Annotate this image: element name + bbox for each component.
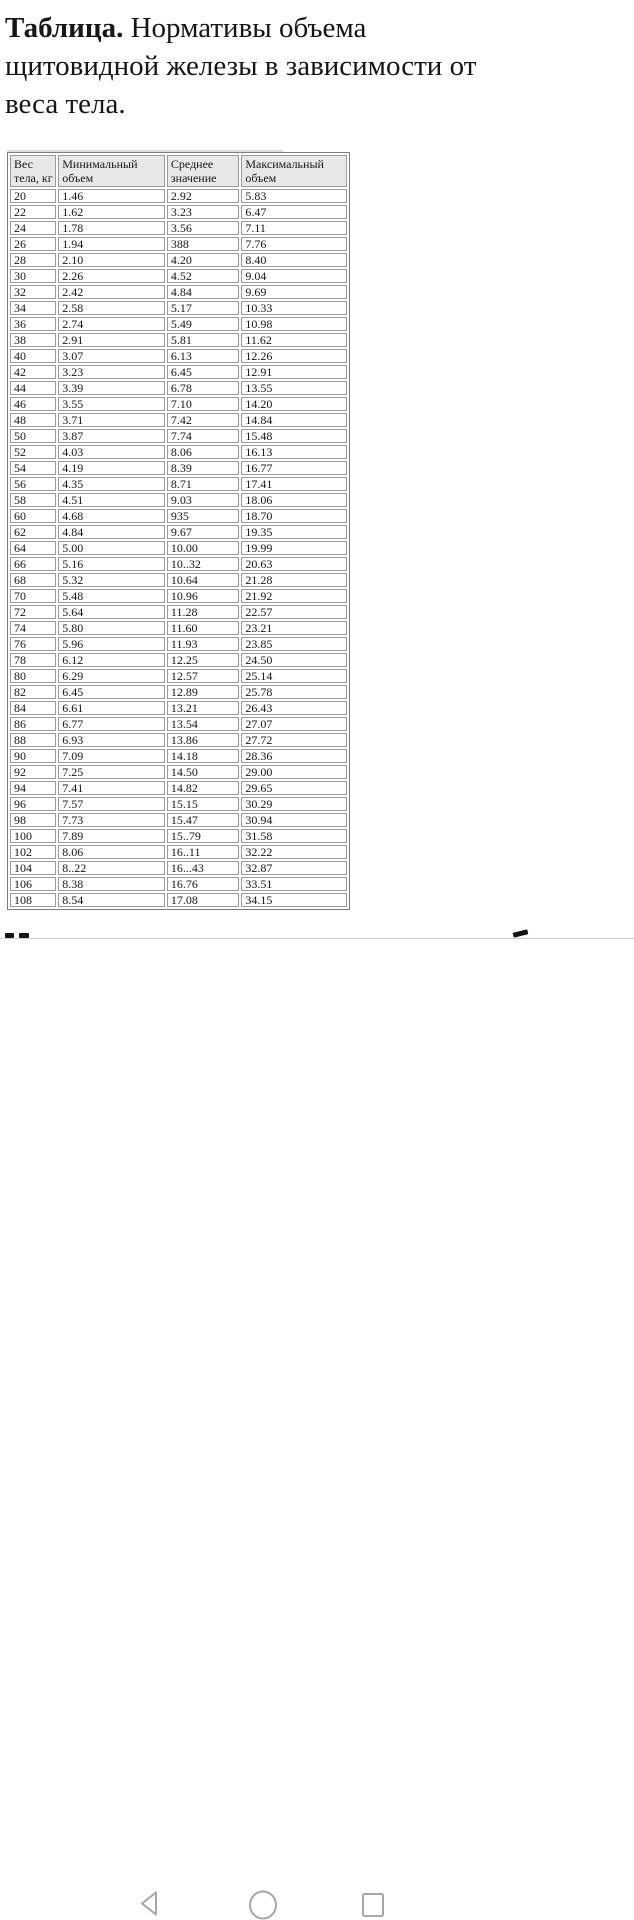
table-cell: 14.20 (241, 397, 347, 411)
table-body (10, 189, 347, 907)
table-row (10, 557, 347, 571)
table-cell: 2.92 (167, 189, 239, 203)
table-row (10, 669, 347, 683)
table-cell: 30 (10, 269, 56, 283)
title-line-1 (5, 9, 628, 47)
table-row (10, 365, 347, 379)
table-cell: 33.51 (241, 877, 347, 891)
table-cell: 76 (10, 637, 56, 651)
table-row (10, 637, 347, 651)
table-cell: 104 (10, 861, 56, 875)
table-cell: 30.29 (241, 797, 347, 811)
table-cell: 52 (10, 445, 56, 459)
table-cell: 16..11 (167, 845, 239, 859)
table-cell: 40 (10, 349, 56, 363)
table-cell: 25.14 (241, 669, 347, 683)
table-cell: 7.76 (241, 237, 347, 251)
table-cell: 21.92 (241, 589, 347, 603)
title-line-3: веса тела. (5, 88, 126, 120)
column-header-avg-value: Среднее значение (167, 155, 239, 187)
column-header-min-volume: Минимальный объем (58, 155, 165, 187)
table-cell: 6.78 (167, 381, 239, 395)
table-cell: 19.35 (241, 525, 347, 539)
table-cell: 3.56 (167, 221, 239, 235)
table-cell: 7.11 (241, 221, 347, 235)
table-cell: 7.73 (58, 813, 165, 827)
table-row (10, 445, 347, 459)
table-row (10, 413, 347, 427)
table-cell: 106 (10, 877, 56, 891)
table-cell: 16.77 (241, 461, 347, 475)
table-cell: 5.83 (241, 189, 347, 203)
table-cell: 4.03 (58, 445, 165, 459)
table-cell: 2.91 (58, 333, 165, 347)
table-cell: 90 (10, 749, 56, 763)
table-cell: 94 (10, 781, 56, 795)
table-cell: 24 (10, 221, 56, 235)
table-cell: 56 (10, 477, 56, 491)
table-cell: 7.41 (58, 781, 165, 795)
table-cell: 17.41 (241, 477, 347, 491)
table-cell: 10..32 (167, 557, 239, 571)
table-cell: 6.61 (58, 701, 165, 715)
table-cell: 14.50 (167, 765, 239, 779)
table-header-row (10, 155, 347, 187)
table-cell: 1.94 (58, 237, 165, 251)
table-cell: 86 (10, 717, 56, 731)
table-cell: 92 (10, 765, 56, 779)
table-cell: 14.18 (167, 749, 239, 763)
table-cell: 20.63 (241, 557, 347, 571)
table-cell: 62 (10, 525, 56, 539)
table-cell: 6.45 (58, 685, 165, 699)
table-cell: 23.85 (241, 637, 347, 651)
table-row (10, 397, 347, 411)
table-cell: 34.15 (241, 893, 347, 907)
table-cell: 10.00 (167, 541, 239, 555)
table-cell: 11.93 (167, 637, 239, 651)
table-cell: 3.23 (167, 205, 239, 219)
table-cell: 12.26 (241, 349, 347, 363)
table-cell: 8.71 (167, 477, 239, 491)
table-cell: 2.58 (58, 301, 165, 315)
cutoff-text-fragment (513, 929, 529, 937)
table-cell: 12.25 (167, 653, 239, 667)
table-cell: 9.69 (241, 285, 347, 299)
table-cell: 16.76 (167, 877, 239, 891)
table-cell: 6.12 (58, 653, 165, 667)
table-row (10, 189, 347, 203)
table-cell: 4.84 (167, 285, 239, 299)
table-row (10, 733, 347, 747)
table-cell: 74 (10, 621, 56, 635)
table-row (10, 461, 347, 475)
table-cell: 935 (167, 509, 239, 523)
table-cell: 15..79 (167, 829, 239, 843)
table-row (10, 509, 347, 523)
table-cell: 388 (167, 237, 239, 251)
table-cell: 60 (10, 509, 56, 523)
table-cell: 4.51 (58, 493, 165, 507)
table-cell: 5.80 (58, 621, 165, 635)
table-cell: 78 (10, 653, 56, 667)
table-cell: 12.91 (241, 365, 347, 379)
table-cell: 2.42 (58, 285, 165, 299)
table-cell: 11.28 (167, 605, 239, 619)
table-cell: 66 (10, 557, 56, 571)
table-cell: 46 (10, 397, 56, 411)
table-cell: 31.58 (241, 829, 347, 843)
table-cell: 8.06 (167, 445, 239, 459)
table-cell: 29.65 (241, 781, 347, 795)
table-cell: 8..22 (58, 861, 165, 875)
thyroid-volume-table (7, 152, 350, 910)
table-row (10, 653, 347, 667)
table-cell: 8.39 (167, 461, 239, 475)
table-cell: 4.52 (167, 269, 239, 283)
faint-line-artifact (7, 150, 283, 152)
table-cell: 4.20 (167, 253, 239, 267)
table-cell: 27.07 (241, 717, 347, 731)
table-row (10, 237, 347, 251)
table-cell: 3.23 (58, 365, 165, 379)
table-cell: 32.87 (241, 861, 347, 875)
table-row (10, 589, 347, 603)
table-cell: 6.93 (58, 733, 165, 747)
table-row (10, 605, 347, 619)
table-cell: 16.13 (241, 445, 347, 459)
table-cell: 10.33 (241, 301, 347, 315)
table-cell: 54 (10, 461, 56, 475)
table-cell: 5.96 (58, 637, 165, 651)
table-cell: 21.28 (241, 573, 347, 587)
table-cell: 17.08 (167, 893, 239, 907)
table-cell: 7.74 (167, 429, 239, 443)
table-cell: 5.64 (58, 605, 165, 619)
table-cell: 6.13 (167, 349, 239, 363)
table-cell: 4.19 (58, 461, 165, 475)
column-header-max-volume: Максимальный объем (241, 155, 347, 187)
table-cell: 18.06 (241, 493, 347, 507)
table-cell: 5.00 (58, 541, 165, 555)
table-row (10, 253, 347, 267)
table-cell: 11.62 (241, 333, 347, 347)
table-cell: 32 (10, 285, 56, 299)
table-row (10, 525, 347, 539)
table-cell: 68 (10, 573, 56, 587)
table-cell: 3.39 (58, 381, 165, 395)
table-cell: 5.32 (58, 573, 165, 587)
table-cell: 7.10 (167, 397, 239, 411)
table-row (10, 317, 347, 331)
table-cell: 96 (10, 797, 56, 811)
table-cell: 88 (10, 733, 56, 747)
table-row (10, 429, 347, 443)
table-cell: 10.98 (241, 317, 347, 331)
table-cell: 108 (10, 893, 56, 907)
table-row (10, 205, 347, 219)
title-label: Таблица. (5, 12, 124, 44)
table-cell: 32.22 (241, 845, 347, 859)
table-cell: 80 (10, 669, 56, 683)
table-cell: 22.57 (241, 605, 347, 619)
table-cell: 1.78 (58, 221, 165, 235)
table-row (10, 573, 347, 587)
table-cell: 98 (10, 813, 56, 827)
table-row (10, 893, 347, 907)
table-cell: 12.57 (167, 669, 239, 683)
table-cell: 6.47 (241, 205, 347, 219)
table-cell: 25.78 (241, 685, 347, 699)
recents-icon[interactable] (361, 1893, 385, 1917)
table-row (10, 813, 347, 827)
table-row (10, 845, 347, 859)
table-row (10, 701, 347, 715)
table-row (10, 829, 347, 843)
table-row (10, 765, 347, 779)
table-row (10, 221, 347, 235)
table-cell: 7.09 (58, 749, 165, 763)
table-cell: 8.06 (58, 845, 165, 859)
table-cell: 6.29 (58, 669, 165, 683)
table-cell: 5.49 (167, 317, 239, 331)
table-cell: 7.57 (58, 797, 165, 811)
table-row (10, 477, 347, 491)
table-cell: 72 (10, 605, 56, 619)
table-cell: 3.55 (58, 397, 165, 411)
table-cell: 12.89 (167, 685, 239, 699)
table-row (10, 861, 347, 875)
table-cell: 44 (10, 381, 56, 395)
title-line-2: щитовидной железы в зависимости от (5, 50, 477, 82)
table-cell: 11.60 (167, 621, 239, 635)
table-cell: 1.62 (58, 205, 165, 219)
table-cell: 5.81 (167, 333, 239, 347)
table-row (10, 301, 347, 315)
table-cell: 26 (10, 237, 56, 251)
table-row (10, 285, 347, 299)
table-cell: 50 (10, 429, 56, 443)
table-cell: 4.35 (58, 477, 165, 491)
table-row (10, 381, 347, 395)
table-cell: 28.36 (241, 749, 347, 763)
column-header-weight: Вес тела, кг (10, 155, 56, 187)
table-cell: 5.17 (167, 301, 239, 315)
table-cell: 9.03 (167, 493, 239, 507)
table-row (10, 717, 347, 731)
table-cell: 14.82 (167, 781, 239, 795)
table-cell: 18.70 (241, 509, 347, 523)
android-navigation-bar (0, 939, 634, 1009)
table-row (10, 797, 347, 811)
table-cell: 102 (10, 845, 56, 859)
table-cell: 13.86 (167, 733, 239, 747)
table-cell: 38 (10, 333, 56, 347)
table-row (10, 621, 347, 635)
table-cell: 5.16 (58, 557, 165, 571)
table-row (10, 333, 347, 347)
table-cell: 58 (10, 493, 56, 507)
table-cell: 5.48 (58, 589, 165, 603)
table-cell: 13.21 (167, 701, 239, 715)
table-cell: 2.74 (58, 317, 165, 331)
table-cell: 20 (10, 189, 56, 203)
screen (0, 9, 634, 910)
table-cell: 8.38 (58, 877, 165, 891)
table-row (10, 349, 347, 363)
table-row (10, 781, 347, 795)
table-cell: 4.84 (58, 525, 165, 539)
table-cell: 7.42 (167, 413, 239, 427)
table-cell: 48 (10, 413, 56, 427)
table-cell: 27.72 (241, 733, 347, 747)
table-cell: 16...43 (167, 861, 239, 875)
table-cell: 2.26 (58, 269, 165, 283)
table-cell: 3.07 (58, 349, 165, 363)
table-cell: 24.50 (241, 653, 347, 667)
back-icon[interactable] (138, 1890, 160, 1917)
table-row (10, 749, 347, 763)
table-cell: 19.99 (241, 541, 347, 555)
table-cell: 100 (10, 829, 56, 843)
table-cell: 10.96 (167, 589, 239, 603)
table-cell: 26.43 (241, 701, 347, 715)
title-line-1-rest: Нормативы объема (123, 12, 367, 44)
table-cell: 3.87 (58, 429, 165, 443)
table-cell: 10.64 (167, 573, 239, 587)
table-cell: 6.45 (167, 365, 239, 379)
table-row (10, 269, 347, 283)
table-cell: 3.71 (58, 413, 165, 427)
table-cell: 9.67 (167, 525, 239, 539)
page-title (5, 9, 628, 123)
home-icon[interactable] (248, 1890, 278, 1920)
table-cell: 64 (10, 541, 56, 555)
table-cell: 22 (10, 205, 56, 219)
table-cell: 7.25 (58, 765, 165, 779)
table-cell: 82 (10, 685, 56, 699)
table-row (10, 541, 347, 555)
table-cell: 36 (10, 317, 56, 331)
table-cell: 30.94 (241, 813, 347, 827)
table-cell: 70 (10, 589, 56, 603)
table-cell: 2.10 (58, 253, 165, 267)
table-cell: 15.15 (167, 797, 239, 811)
table-cell: 42 (10, 365, 56, 379)
table-cell: 23.21 (241, 621, 347, 635)
table-cell: 29.00 (241, 765, 347, 779)
table-cell: 13.55 (241, 381, 347, 395)
table-cell: 13.54 (167, 717, 239, 731)
table-cell: 1.46 (58, 189, 165, 203)
table-cell: 28 (10, 253, 56, 267)
table-cell: 8.40 (241, 253, 347, 267)
table-cell: 15.48 (241, 429, 347, 443)
table-row (10, 685, 347, 699)
table-cell: 84 (10, 701, 56, 715)
table-cell: 9.04 (241, 269, 347, 283)
table-cell: 6.77 (58, 717, 165, 731)
table-cell: 14.84 (241, 413, 347, 427)
table-cell: 4.68 (58, 509, 165, 523)
table-cell: 8.54 (58, 893, 165, 907)
table-cell: 15.47 (167, 813, 239, 827)
table-cell: 7.89 (58, 829, 165, 843)
table-row (10, 493, 347, 507)
table-row (10, 877, 347, 891)
table-cell: 34 (10, 301, 56, 315)
